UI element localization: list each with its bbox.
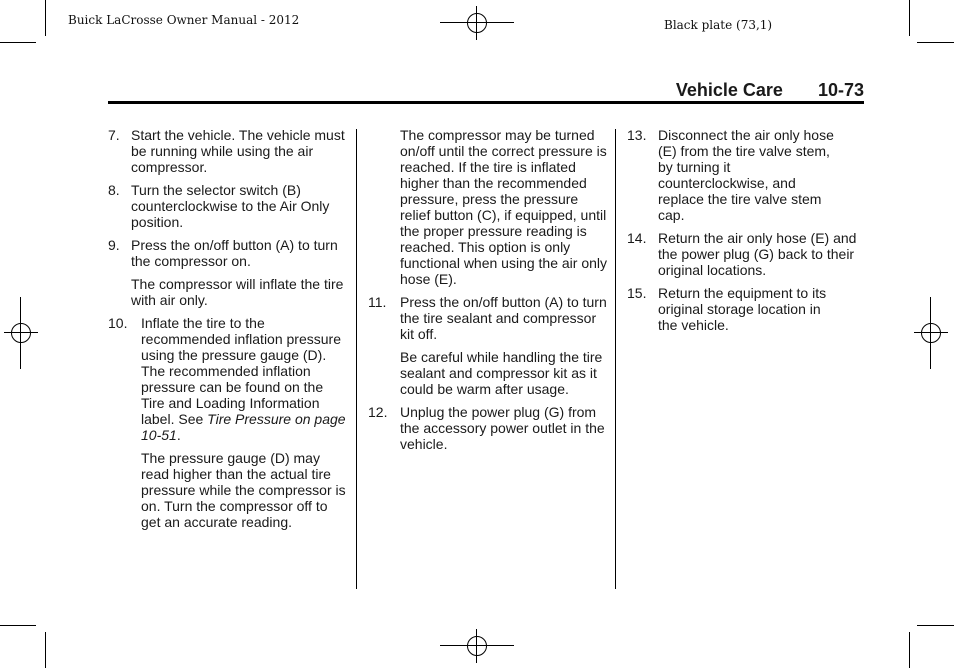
step-14 [627,230,865,278]
step-15 [627,285,838,333]
column-2 [368,127,608,459]
step-11-note: Be careful while handling the tire sealant and compressor kit as it could be warm after usage. [400,349,603,397]
column-1 [108,127,348,537]
step-number: 8. [108,182,120,198]
step-number: 7. [108,127,120,143]
step-9 [108,237,348,269]
step-number: 12. [368,404,388,420]
step-text-end: . [176,427,181,443]
step-8 [108,182,348,230]
step-number: 14. [627,230,647,246]
crop-mark [45,632,46,668]
crop-mark [917,625,954,626]
crop-mark [909,632,910,668]
header-rule [108,101,864,104]
section-title: Vehicle Care [675,80,783,100]
step-11 [368,294,608,342]
step-text: Turn the selector switch (B) counterclockwise to the Air Only position. [131,182,330,230]
step-number: 11. [368,294,387,310]
column-divider [615,129,616,589]
step-text: Return the air only hose (E) and the power plug (G) back to their original locations. [658,230,857,278]
column-divider [356,129,357,589]
registration-line [440,645,514,646]
step-number: 9. [108,237,120,253]
slug-plate: Black plate (73,1) [664,18,773,32]
step-13 [627,127,838,223]
registration-mark-right [914,316,948,350]
step-7 [108,127,348,175]
slug-manual-title: Buick LaCrosse Owner Manual - 2012 [68,13,300,27]
registration-line [440,22,514,23]
registration-line [930,297,931,369]
step-number: 10. [108,315,128,331]
step-number: 13. [627,127,647,143]
column-3 [627,127,865,340]
step-10 [108,315,348,443]
step-10-note: The pressure gauge (D) may read higher than the actual tire pressure while the compressor is on. Turn the compressor off to get an accurate reading. [141,450,346,530]
registration-line [20,297,21,369]
step-9-note: The compressor will inflate the tire with air only. [131,276,344,308]
crop-mark [0,42,36,43]
step-text: Press the on/off button (A) to turn the compressor on. [131,237,338,269]
step-12 [368,404,608,452]
crop-mark [909,0,910,36]
step-text: Return the equipment to its original storage location in the vehicle. [658,285,827,333]
step-10-continued: The compressor may be turned on/off until the correct pressure is reached. If the tire is inflated higher than the recommended pressure, press the pressure relief button (C), if equipped, until the proper pressure reading is reached. This option is only functional when using the air only hose (E). [400,127,608,287]
crop-mark [0,625,36,626]
step-text: Press the on/off button (A) to turn the tire sealant and compressor kit off. [400,294,607,342]
page-number: 10-73 [817,80,864,100]
cross-reference-link[interactable]: Tire Pressure on page 10-51 [141,411,346,443]
crop-mark [917,42,954,43]
step-number: 15. [627,285,647,301]
registration-mark-top [460,6,494,40]
step-text: Unplug the power plug (G) from the accessory power outlet in the vehicle. [400,404,605,452]
crop-mark [45,0,46,36]
step-text: Disconnect the air only hose (E) from the tire valve stem, by turning it counterclockwise, and replace the tire valve stem cap. [658,127,834,223]
step-text: Start the vehicle. The vehicle must be running while using the air compressor. [131,127,345,175]
registration-mark-bottom [460,629,494,663]
step-text: Inflate the tire to the recommended inflation pressure using the pressure gauge (D). The recommended inflation pressure can be found on the Tire and Loading Information label. See [141,315,341,427]
registration-mark-left [4,316,38,350]
page-header [676,80,864,101]
